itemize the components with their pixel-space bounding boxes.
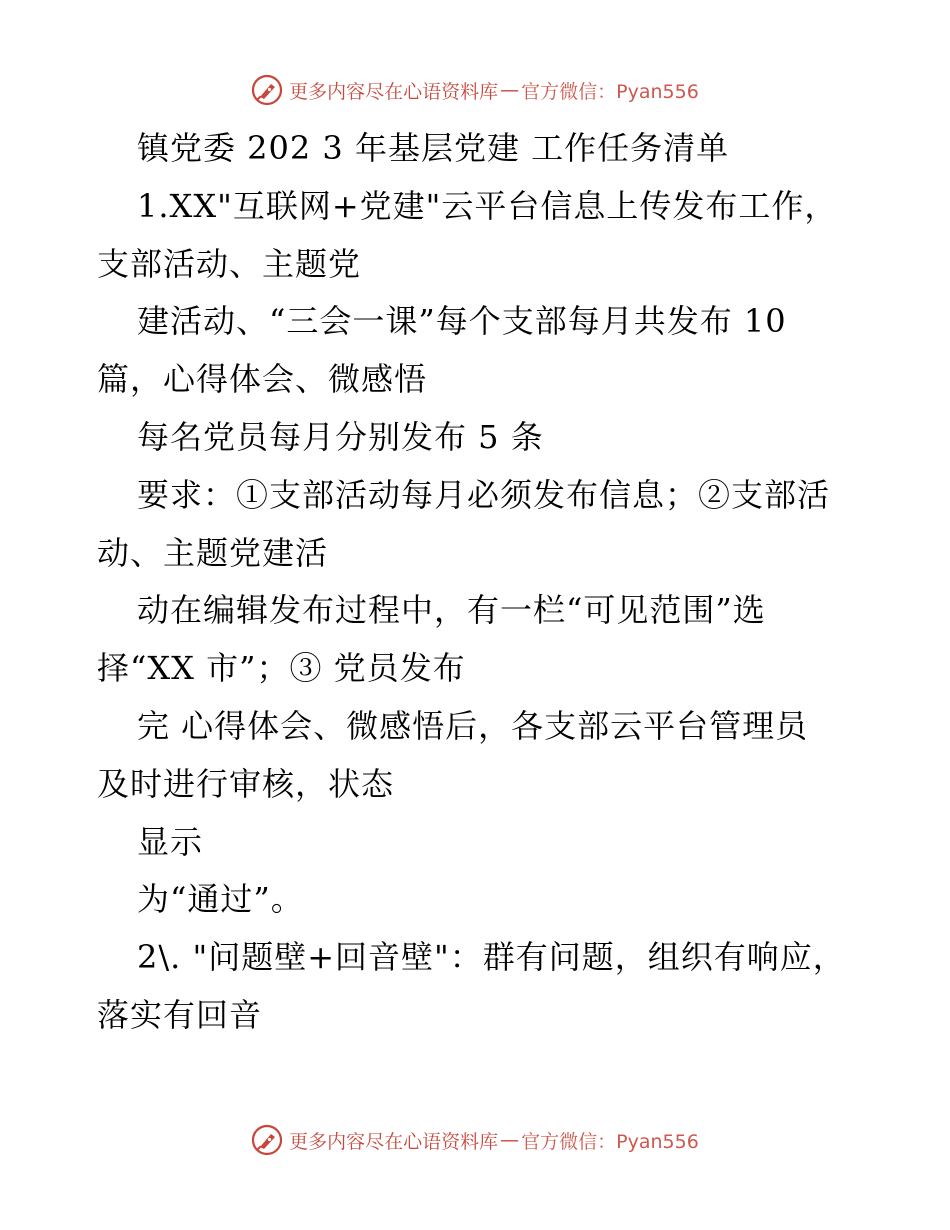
- paragraph-line: 2\. "问题壁+回音壁"：群有问题，组织有响应，: [137, 938, 846, 977]
- paragraph-line: 篇，心得体会、微感悟: [97, 360, 428, 399]
- paragraph-line: 每名党员每月分别发布 5 条: [137, 417, 544, 456]
- paragraph-line: 1.XX"互联网+党建"云平台信息上传发布工作，: [137, 186, 838, 225]
- pen-nib-icon: [251, 1124, 283, 1156]
- paragraph-line: 为“通过”。: [137, 880, 304, 919]
- footer-banner: [0, 1120, 950, 1160]
- banner-wechat: 官方微信：Pyan556: [521, 1130, 699, 1153]
- paragraph-line: 及时进行审核，状态: [97, 764, 395, 803]
- document-title: 镇党委 202 3 年基层党建 工作任务清单: [137, 129, 730, 167]
- banner-wechat: 官方微信：Pyan556: [521, 80, 699, 103]
- header-banner: [0, 70, 950, 110]
- paragraph-line: 动、主题党建活: [97, 533, 329, 572]
- banner-separator: —: [500, 79, 520, 101]
- paragraph-line: 要求：①支部活动每月必须发布信息；②支部活: [137, 475, 831, 514]
- paragraph-line: 择“XX 市”；③ 党员发布: [97, 649, 466, 688]
- banner-text: 更多内容尽在心语资料库: [289, 80, 499, 103]
- paragraph-line: 落实有回音: [97, 995, 263, 1034]
- paragraph-line: 建活动、“三会一课”每个支部每月共发布 10: [137, 302, 787, 341]
- paragraph-line: 显示: [137, 822, 204, 861]
- document-body: [97, 120, 857, 1045]
- banner-text: 更多内容尽在心语资料库: [289, 1130, 499, 1153]
- banner-separator: —: [500, 1129, 520, 1151]
- paragraph-line: 完 心得体会、微感悟后，各支部云平台管理员: [137, 706, 809, 745]
- pen-nib-icon: [251, 74, 283, 106]
- paragraph-line: 支部活动、主题党: [97, 244, 362, 283]
- paragraph-line: 动在编辑发布过程中，有一栏“可见范围”选: [137, 591, 766, 630]
